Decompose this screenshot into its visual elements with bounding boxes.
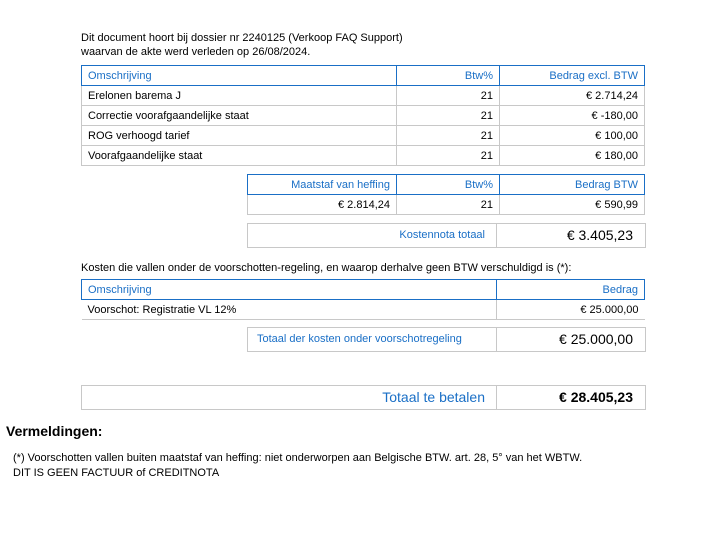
kostennota-total [247, 223, 646, 248]
vermeldingen-text [13, 451, 582, 481]
row-vat: € 590,99 [500, 195, 645, 215]
intro-line-1: Dit document hoort bij dossier nr 2240125 (Verkoop FAQ Support) [81, 32, 403, 44]
row-amount: € 2.714,24 [500, 86, 645, 106]
voorschot-table [81, 279, 645, 320]
col-amount: Bedrag excl. BTW [500, 66, 645, 86]
voorschot-total [247, 327, 646, 352]
table-row [82, 300, 645, 320]
col-maatstaf: Maatstaf van heffing [248, 175, 397, 195]
row-btw: 21 [397, 146, 500, 166]
grand-total-value: € 28.405,23 [559, 389, 633, 405]
vermeldingen-title: Vermeldingen: [6, 423, 103, 439]
fees-table-header [82, 66, 645, 86]
row-desc: Erelonen barema J [82, 86, 397, 106]
vermeldingen-line-1: (*) Voorschotten vallen buiten maatstaf van heffing: niet onderworpen aan Belgische BTW. art. 28, 5° van het WBTW. [13, 452, 583, 464]
row-btw: 21 [397, 126, 500, 146]
voorschot-table-header [82, 280, 645, 300]
col-vat: Bedrag BTW [500, 175, 645, 195]
col-omschrijving: Omschrijving [82, 66, 397, 86]
col-omschrijving: Omschrijving [82, 280, 497, 300]
table-row [82, 106, 645, 126]
kostennota-label: Kostennota totaal [399, 229, 485, 241]
fees-table [81, 65, 645, 166]
table-row [248, 195, 645, 215]
row-amount: € 180,00 [500, 146, 645, 166]
row-desc: ROG verhoogd tarief [82, 126, 397, 146]
intro-line-2: waarvan de akte werd verleden op 26/08/2024. [81, 46, 311, 58]
col-bedrag: Bedrag [497, 280, 645, 300]
col-btw: Btw% [397, 66, 500, 86]
intro-text [81, 31, 403, 59]
voorschot-total-label: Totaal der kosten onder voorschotregeling [257, 333, 462, 345]
voorschot-total-value: € 25.000,00 [559, 331, 633, 347]
grand-total [81, 385, 646, 410]
row-amount: € 100,00 [500, 126, 645, 146]
vermeldingen-line-2: DIT IS GEEN FACTUUR of CREDITNOTA [13, 467, 220, 479]
row-amount: € 25.000,00 [497, 300, 645, 320]
row-amount: € -180,00 [500, 106, 645, 126]
table-row [82, 86, 645, 106]
row-desc: Voorafgaandelijke staat [82, 146, 397, 166]
voorschot-intro: Kosten die vallen onder de voorschotten-regeling, en waarop derhalve geen BTW verschuldigd is (*): [81, 262, 572, 274]
row-btw: 21 [397, 106, 500, 126]
row-btw: 21 [397, 195, 500, 215]
col-btw: Btw% [397, 175, 500, 195]
grand-total-label: Totaal te betalen [382, 389, 485, 405]
kostennota-value: € 3.405,23 [566, 227, 633, 243]
vat-table [247, 174, 645, 215]
row-desc: Correctie voorafgaandelijke staat [82, 106, 397, 126]
table-row [82, 126, 645, 146]
vat-table-header [248, 175, 645, 195]
table-row [82, 146, 645, 166]
row-base: € 2.814,24 [248, 195, 397, 215]
row-desc: Voorschot: Registratie VL 12% [82, 300, 497, 320]
row-btw: 21 [397, 86, 500, 106]
